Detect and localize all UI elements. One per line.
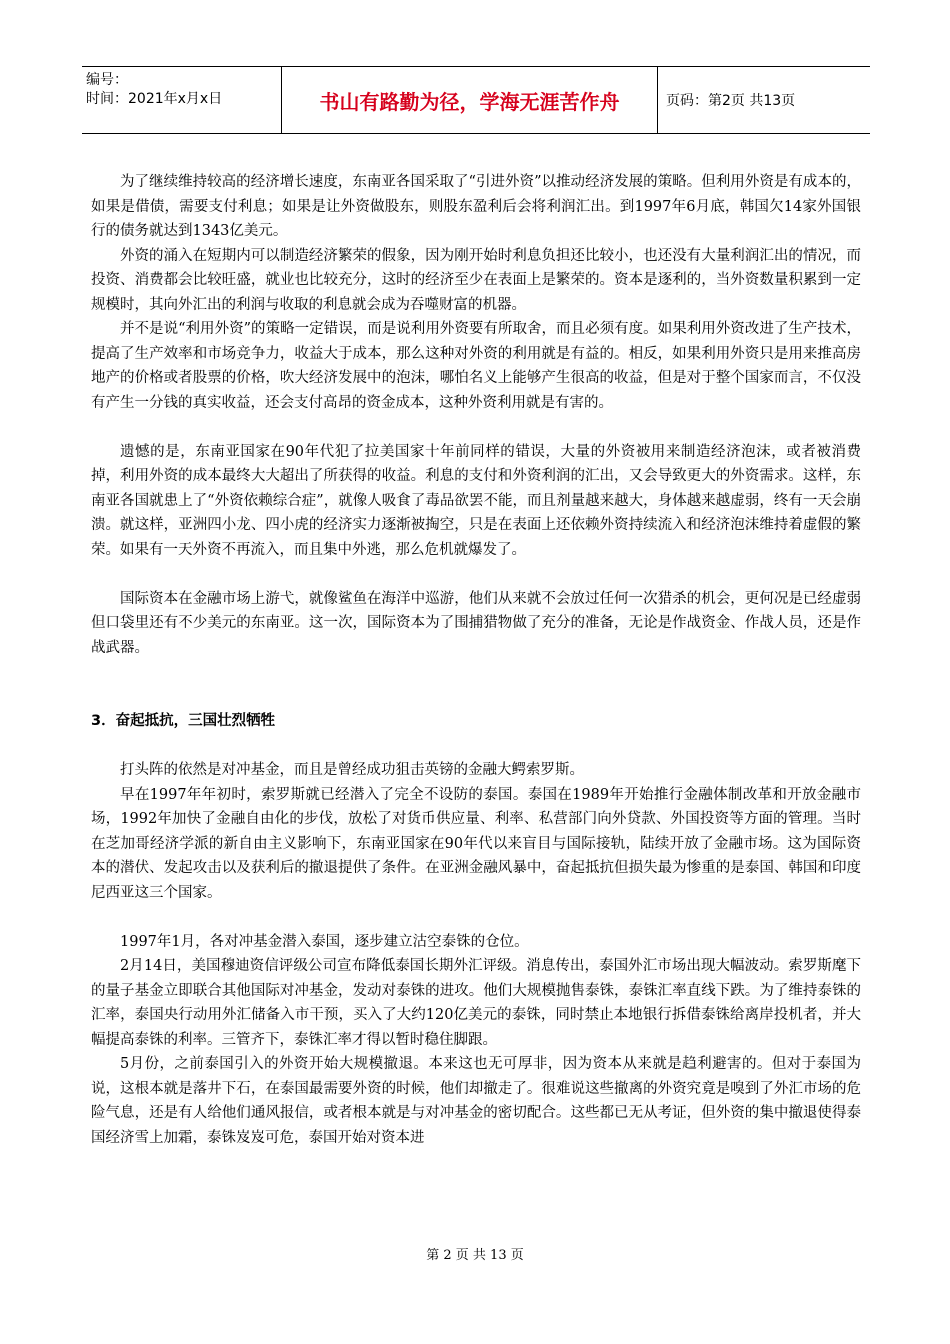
header-motto: 书山有路勤为径，学海无涯苦作舟 xyxy=(282,67,658,133)
document-time-label: 时间：2021年x月x日 xyxy=(86,91,223,107)
paragraph: 国际资本在金融市场上游弋，就像鲨鱼在海洋中巡游，他们从来就不会放过任何一次猎杀的机会，更何况是已经虚弱但口袋里还有不少美元的东南亚。这一次，国际资本为了围捕猎物做了充分的准备，无论是作战资金、作战人员，还是作战武器。 xyxy=(91,590,861,656)
section-heading: 3．奋起抵抗，三国壮烈牺牲 xyxy=(91,713,276,729)
paragraph: 早在1997年年初时，索罗斯就已经潜入了完全不设防的泰国。泰国在1989年开始推行金融体制改革和开放金融市场，1992年加快了金融自由化的步伐，放松了对货币供应量、利率、私营部门向外贷款、外国投资等方面的管理。当时在芝加哥经济学派的新自由主义影响下，东南亚国家在90年代以来盲目与国际接轨，陆续开放了金融市场。这为国际资本的潜伏、发起攻击以及获利后的撤退提供了条件。在亚洲金融风暴中，奋起抵抗但损失最为惨重的是泰国、韩国和印度尼西亚这三个国家。 xyxy=(91,786,861,901)
header-page-info: 页码：第2页 共13页 xyxy=(666,93,796,109)
paragraph: 打头阵的依然是对冲基金，而且是曾经成功狙击英镑的金融大鳄索罗斯。 xyxy=(120,762,584,778)
page-footer: 第 2 页 共 13 页 xyxy=(426,1248,524,1263)
paragraph: 遗憾的是，东南亚国家在90年代犯了拉美国家十年前同样的错误，大量的外资被用来制造经济泡沫，或者被消费掉，利用外资的成本最终大大超出了所获得的收益。利息的支付和外资利润的汇出，又会导致更大的外资需求。这样，东南亚各国就患上了“外资依赖综合症”，就像人吸食了毒品欲罢不能，而且剂量越来越大，身体越来越虚弱，终有一天会崩溃。就这样，亚洲四小龙、四小虎的经济实力逐渐被掏空，只是在表面上还依赖外资持续流入和经济泡沫维持着虚假的繁荣。如果有一天外资不再流入，而且集中外逃，那么危机就爆发了。 xyxy=(91,443,861,558)
paragraph: 外资的涌入在短期内可以制造经济繁荣的假象，因为刚开始时利息负担还比较小，也还没有大量利润汇出的情况，而投资、消费都会比较旺盛，就业也比较充分，这时的经济至少在表面上是繁荣的。资本是逐利的，当外资数量积累到一定规模时，其向外汇出的利润与收取的利息就会成为吞噬财富的机器。 xyxy=(91,247,861,313)
paragraph: 1997年1月，各对冲基金潜入泰国，逐步建立沽空泰铢的仓位。 xyxy=(120,933,529,950)
paragraph: 5月份，之前泰国引入的外资开始大规模撤退。本来这也无可厚非，因为资本从来就是趋利避害的。但对于泰国为说，这根本就是落井下石，在泰国最需要外资的时候，他们却撤走了。很难说这些撤离的外资究竟是嗅到了外汇市场的危险气息，还是有人给他们通风报信，或者根本就是与对冲基金的密切配合。这些都已无从考证，但外资的集中撤退使得泰国经济雪上加霜，泰铢岌岌可危，泰国开始对资本进 xyxy=(91,1056,861,1146)
paragraph: 为了继续维持较高的经济增长速度，东南亚各国采取了“引进外资”以推动经济发展的策略。但利用外资是有成本的，如果是借债，需要支付利息；如果是让外资做股东，则股东盈利后会将利润汇出。到1997年6月底，韩国欠14家外国银行的债务就达到1343亿美元。 xyxy=(91,174,861,239)
header-meta xyxy=(82,67,282,133)
paragraph: 2月14日，美国穆迪资信评级公司宣布降低泰国长期外汇评级。消息传出，泰国外汇市场出现大幅波动。索罗斯麾下的量子基金立即联合其他国际对冲基金，发动对泰铢的进攻。他们大规模抛售泰铢，泰铢汇率直线下跌。为了维持泰铢的汇率，泰国央行动用外汇储备入市干预，买入了大约120亿美元的泰铢，同时禁止本地银行拆借泰铢给离岸投机者，并大幅提高泰铢的利率。三管齐下，泰铢汇率才得以暂时稳住脚跟。 xyxy=(91,958,861,1048)
document-body xyxy=(91,170,861,1150)
page-header xyxy=(82,66,870,134)
paragraph: 并不是说“利用外资”的策略一定错误，而是说利用外资要有所取舍，而且必须有度。如果利用外资改进了生产技术，提高了生产效率和市场竞争力，收益大于成本，那么这种对外资的利用就是有益的。相反，如果利用外资只是用来推高房地产的价格或者股票的价格，吹大经济发展中的泡沫，哪怕名义上能够产生很高的收益，但是对于整个国家而言，不仅没有产生一分钱的真实收益，还会支付高昂的资金成本，这种外资利用就是有害的。 xyxy=(91,321,861,411)
document-number-label: 编号： xyxy=(86,72,128,88)
